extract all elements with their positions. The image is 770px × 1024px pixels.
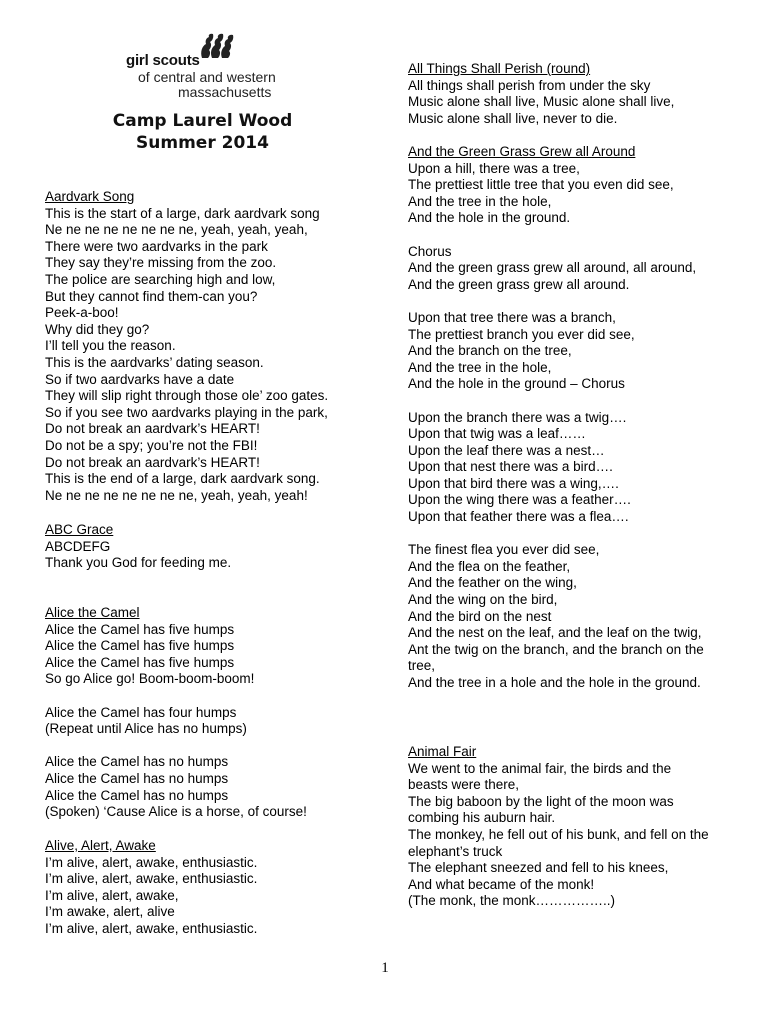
lyric-line: Do not break an aardvark’s HEART! — [45, 421, 260, 437]
lyric-line: They say they’re missing from the zoo. — [45, 255, 277, 271]
lyric-line: Ne ne ne ne ne ne ne ne, yeah, yeah, yeah, — [45, 222, 308, 238]
song-alice-the-camel — [45, 605, 375, 821]
lyric-line: Upon the branch there was a twig…. — [408, 409, 627, 425]
page-number: 1 — [381, 960, 389, 976]
song-abc-grace — [45, 522, 375, 572]
lyric-line: The big baboon by the light of the moon was — [408, 793, 674, 809]
logo-subtitle-line1: of central and western — [138, 69, 276, 85]
chorus-heading: Chorus — [408, 243, 452, 259]
document-title — [45, 110, 360, 154]
song-green-grass — [408, 144, 738, 692]
stanza-gap — [408, 526, 738, 543]
lyric-line: The finest flea you ever did see, — [408, 542, 600, 558]
lyric-line: And the green grass grew all around. — [408, 276, 630, 292]
lyric-line: So go Alice go! Boom-boom-boom! — [45, 671, 255, 687]
lyric-line: Upon that bird there was a wing,…. — [408, 475, 619, 491]
lyric-line: And the tree in the hole, — [408, 193, 552, 209]
lyric-line: So if two aardvarks have a date — [45, 371, 235, 387]
lyric-line: This is the end of a large, dark aardvark song. — [45, 471, 320, 487]
lyric-line: Upon that twig was a leaf…… — [408, 426, 586, 442]
lyric-line: They will slip right through those ole’ zoo gates. — [45, 388, 329, 404]
lyric-line: And the green grass grew all around, all around, — [408, 260, 697, 276]
lyric-line: Alice the Camel has five humps — [45, 621, 235, 637]
title-camp-name: Camp Laurel Wood — [112, 111, 293, 131]
lyric-line: The monkey, he fell out of his bunk, and fell on the — [408, 826, 709, 842]
song-title-animal-fair: Animal Fair — [408, 744, 477, 759]
song-title-alice-the-camel: Alice the Camel — [45, 605, 140, 620]
song-title-all-things-shall-perish: All Things Shall Perish (round) — [408, 61, 591, 76]
lyric-line: But they cannot find them-can you? — [45, 288, 258, 304]
stanza-gap — [408, 293, 738, 310]
lyric-line: And the wing on the bird, — [408, 592, 558, 608]
song-title-aardvark: Aardvark Song — [45, 189, 135, 204]
lyric-line: I’m awake, alert, alive — [45, 904, 175, 920]
lyric-line: Do not be a spy; you’re not the FBI! — [45, 437, 258, 453]
girl-scouts-logo — [118, 32, 318, 102]
song-all-things-shall-perish — [408, 61, 738, 127]
trefoil-profiles-icon — [196, 32, 236, 60]
lyric-line: Alice the Camel has five humps — [45, 638, 235, 654]
lyric-line: Alice the Camel has no humps — [45, 754, 229, 770]
stanza-gap — [45, 738, 375, 755]
lyric-line: Music alone shall live, Music alone shall live, — [408, 94, 675, 110]
lyric-line: Ne ne ne ne ne ne ne ne, yeah, yeah, yeah! — [45, 487, 308, 503]
lyric-line: (Repeat until Alice has no humps) — [45, 721, 247, 737]
song-title-alive-alert-awake: Alive, Alert, Awake — [45, 838, 156, 853]
lyric-line: ABCDEFG — [45, 538, 111, 554]
lyric-line: And the hole in the ground. — [408, 210, 571, 226]
song-title-green-grass: And the Green Grass Grew all Around — [408, 144, 636, 159]
lyric-line: (Spoken) ‘Cause Alice is a horse, of course! — [45, 804, 307, 820]
lyric-line: The prettiest little tree that you even did see, — [408, 177, 674, 193]
lyric-line — [408, 376, 738, 393]
lyric-line: And the bird on the nest — [408, 608, 552, 624]
lyric-line: Why did they go? — [45, 321, 150, 337]
lyric-line: Music alone shall live, never to die. — [408, 110, 618, 126]
lyric-line: So if you see two aardvarks playing in the park, — [45, 404, 328, 420]
song-animal-fair — [408, 744, 738, 910]
lyric-line: And what became of the monk! — [408, 876, 595, 892]
lyric-line: Upon the leaf there was a nest… — [408, 442, 605, 458]
logo-subtitle-line2: massachusetts — [178, 84, 272, 100]
lyric-line: And the tree in a hole and the hole in the ground. — [408, 675, 701, 690]
lyric-line: beasts were there, — [408, 777, 520, 793]
lyric-line: And the nest on the leaf, and the leaf on the twig, — [408, 625, 702, 641]
lyric-line: I’m alive, alert, awake, enthusiastic. — [45, 854, 258, 870]
lyric-line: I’ll tell you the reason. — [45, 338, 176, 354]
lyric-line: Thank you God for feeding me. — [45, 555, 232, 571]
lyric-line: Alice the Camel has no humps — [45, 770, 229, 786]
lyric-line: Upon that nest there was a bird…. — [408, 459, 613, 475]
chorus-reference: Chorus — [581, 376, 625, 392]
stanza-gap — [408, 227, 738, 244]
stanza-gap — [45, 688, 375, 705]
lyric-line: I’m alive, alert, awake, — [45, 887, 179, 903]
stanza-gap — [408, 393, 738, 410]
lyric-line: The police are searching high and low, — [45, 271, 276, 287]
lyric-line: And the tree in the hole, — [408, 359, 552, 375]
lyric-line: I’m alive, alert, awake, enthusiastic. — [45, 920, 258, 936]
lyric-line: Upon a hill, there was a tree, — [408, 160, 580, 176]
lyric-line: Ant the twig on the branch, and the branch on the — [408, 641, 704, 657]
lyric-line: I’m alive, alert, awake, enthusiastic. — [45, 871, 258, 887]
logo-wordmark: girl scouts — [126, 52, 200, 69]
lyric-line: This is the start of a large, dark aardvark song — [45, 205, 320, 221]
lyric-line: elephant’s truck — [408, 843, 503, 859]
title-season: Summer 2014 — [136, 133, 269, 153]
lyric-line: The elephant sneezed and fell to his knees, — [408, 860, 669, 876]
lyric-line: Alice the Camel has five humps — [45, 654, 235, 670]
song-aardvark — [45, 189, 375, 504]
song-alive-alert-awake — [45, 838, 375, 938]
lyric-line: This is the aardvarks’ dating season. — [45, 354, 264, 370]
song-lines-aardvark — [45, 206, 375, 505]
song-title-abc-grace: ABC Grace — [45, 522, 114, 537]
lyric-line: (The monk, the monk……………..) — [408, 893, 616, 909]
lyric-line: The prettiest branch you ever did see, — [408, 326, 635, 342]
lyric-line: Upon that tree there was a branch, — [408, 309, 616, 325]
lyric-text: And the hole in the ground – — [408, 376, 582, 392]
lyric-line: And the flea on the feather, — [408, 558, 571, 574]
lyric-line: Do not break an aardvark’s HEART! — [45, 454, 260, 470]
lyric-line: combing his auburn hair. — [408, 810, 556, 826]
lyric-line: And the feather on the wing, — [408, 575, 577, 591]
lyric-line: Peek-a-boo! — [45, 305, 119, 321]
lyric-line: Upon that feather there was a flea…. — [408, 509, 629, 525]
lyric-line: Alice the Camel has four humps — [45, 704, 237, 720]
lyric-line: tree, — [408, 658, 436, 674]
lyric-line: All things shall perish from under the sky — [408, 77, 651, 93]
lyric-line: Upon the wing there was a feather…. — [408, 492, 631, 508]
lyric-line: There were two aardvarks in the park — [45, 238, 268, 254]
lyric-line: And the branch on the tree, — [408, 343, 572, 359]
lyric-line: We went to the animal fair, the birds and the — [408, 760, 672, 776]
lyric-line: Alice the Camel has no humps — [45, 787, 229, 803]
